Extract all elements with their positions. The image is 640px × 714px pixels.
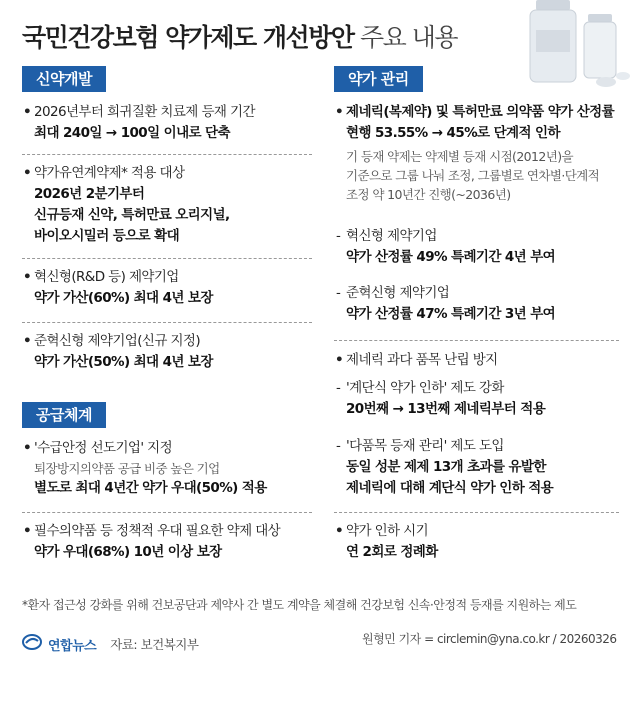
right-sub-semi-innovative: [346, 283, 555, 325]
item-body: 약가 가산(60%) 최대 4년 보장: [34, 290, 213, 306]
block-head: • 제네릭 과다 품목 난립 방지: [346, 352, 498, 368]
divider: [22, 322, 312, 323]
item-head: • 약가유연계약제* 적용 대상: [34, 165, 185, 181]
block-head: • 제네릭(복제약) 및 특허만료 의약품 약가 산정률: [346, 104, 615, 120]
item-head: • 2026년부터 희귀질환 치료제 등재 기간: [34, 104, 255, 120]
sub-head: - 혁신형 제약기업: [346, 228, 437, 244]
divider: [22, 154, 312, 155]
right-sub-step-cut: [346, 378, 545, 420]
item-note: 퇴장방지의약품 공급 비중 높은 기업: [34, 461, 220, 476]
item-body: 바이오시밀러 등으로 확대: [34, 228, 180, 244]
title-sub: 주요 내용: [359, 23, 458, 52]
footnote: *환자 접근성 강화를 위해 건보공단과 제약사 간 별도 계약을 체결해 건강보험 신속·안정적 등재를 지원하는 제도: [22, 598, 577, 612]
block-body: 현행 53.55% → 45%로 단계적 인하: [346, 125, 560, 141]
divider: [22, 258, 312, 259]
sub-head: - 준혁신형 제약기업: [346, 285, 450, 301]
block-head: • 약가 인하 시기: [346, 523, 429, 539]
note-line: 기준으로 그룹 나눠 조정, 그룹별로 연차별·단계적: [346, 168, 600, 183]
note-line: 기 등재 약제는 약제별 등재 시점(2012년)을: [346, 149, 573, 164]
sub-body: 제네릭에 대해 계단식 약가 인하 적용: [346, 480, 554, 496]
left-item-1: [34, 102, 255, 144]
left-item-6: [34, 521, 280, 563]
brand: [22, 634, 198, 654]
item-head: • 준혁신형 제약기업(신규 지정): [34, 333, 201, 349]
left-item-5: [34, 438, 267, 499]
item-head: • 필수의약품 등 정책적 우대 필요한 약제 대상: [34, 523, 281, 539]
right-sub-innovative: [346, 226, 555, 268]
title-main: 국민건강보험 약가제도 개선방안: [22, 23, 354, 52]
right-block-1-notes: [346, 147, 599, 204]
item-body: 약가 우대(68%) 10년 이상 보장: [34, 544, 222, 560]
sub-body: 20번째 → 13번째 제네릭부터 적용: [346, 401, 546, 417]
item-body: 약가 가산(50%) 최대 4년 보장: [34, 354, 213, 370]
tag-new-drug: 신약개발: [22, 66, 106, 92]
source: 자료: 보건복지부: [110, 637, 199, 652]
divider: [22, 512, 312, 513]
note-line: 조정 약 10년간 진행(~2036년): [346, 187, 511, 202]
credit: 원형민 기자 = circlemin@yna.co.kr / 20260326: [362, 632, 617, 646]
sub-head: - '다품목 등재 관리' 제도 도입: [346, 438, 504, 454]
sub-body: 약가 산정률 49% 특례기간 4년 부여: [346, 249, 556, 265]
item-head: • '수급안정 선도기업' 지정: [34, 440, 173, 456]
right-block-1: [346, 102, 614, 144]
left-item-4: [34, 331, 213, 373]
left-item-3: [34, 267, 213, 309]
divider: [334, 512, 619, 513]
left-item-2: [34, 163, 230, 247]
tag-price-management: 약가 관리: [334, 66, 423, 92]
right-block-3: [346, 521, 438, 563]
sub-body: 동일 성분 제제 13개 초과를 유발한: [346, 459, 546, 475]
right-sub-multi-item: [346, 436, 553, 499]
item-head: • 혁신형(R&D 등) 제약기업: [34, 269, 179, 285]
page-title: [22, 18, 457, 54]
tag-supply: 공급체계: [22, 402, 106, 428]
sub-head: - '계단식 약가 인하' 제도 강화: [346, 380, 504, 396]
sub-body: 약가 산정률 47% 특례기간 3년 부여: [346, 306, 556, 322]
yonhap-logo-icon: [22, 634, 42, 654]
divider: [334, 340, 619, 341]
item-body: 별도로 최대 4년간 약가 우대(50%) 적용: [34, 480, 267, 496]
pill-bottles-icon: [508, 0, 638, 94]
item-body: 최대 240일 → 100일 이내로 단축: [34, 125, 230, 141]
item-body: 신규등재 신약, 특허만료 오리지널,: [34, 207, 230, 223]
brand-name: 연합뉴스: [48, 638, 97, 654]
item-body: 2026년 2분기부터: [34, 186, 145, 202]
block-body: 연 2회로 정례화: [346, 544, 438, 560]
right-block-2: [346, 350, 498, 371]
